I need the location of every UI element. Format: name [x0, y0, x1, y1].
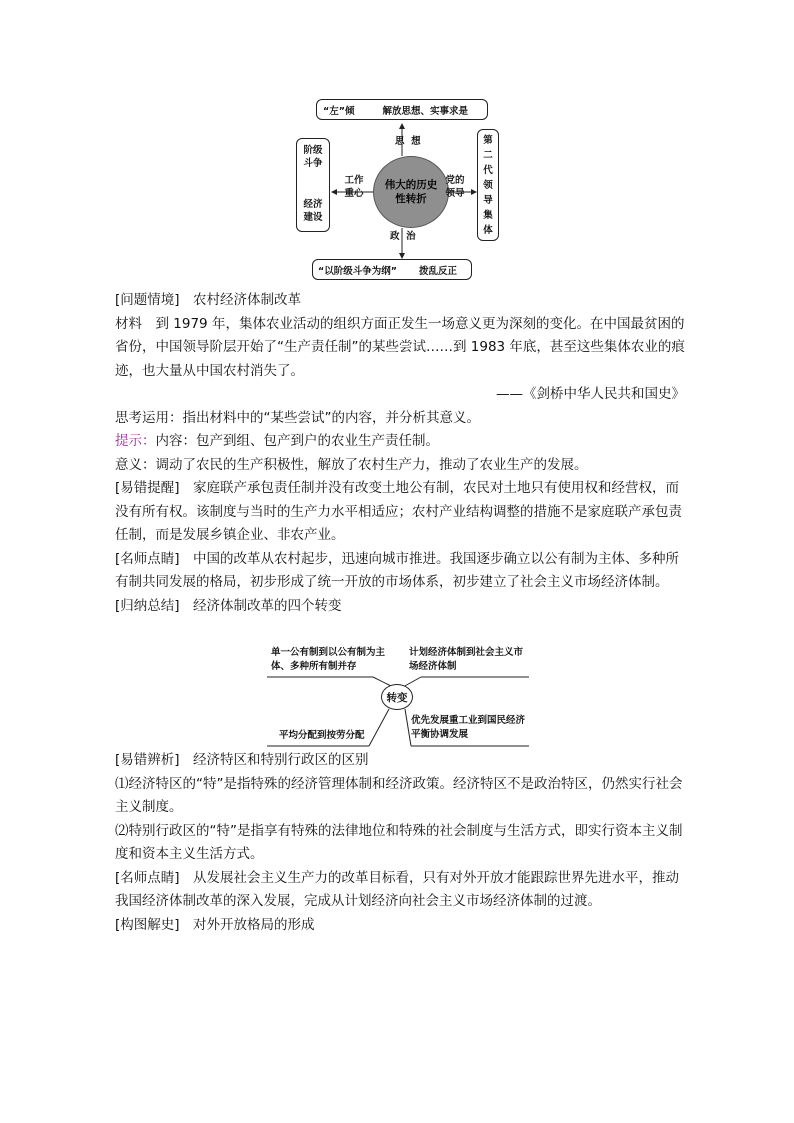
hint-text: 内容：包产到组、包产到户的农业生产责任制。 [155, 433, 439, 449]
right-box [477, 129, 499, 241]
label-work-focus: 工作重心 [344, 175, 364, 199]
label-politics: 政 治 [390, 231, 416, 242]
tag-summary: [归纳总结] [115, 597, 180, 614]
top-box-left-text: “左”倾 [323, 105, 355, 117]
summary-title: 经济体制改革的四个转变 [193, 597, 342, 614]
question-line: 思考运用：指出材料中的“某些尝试”的内容，并分析其意义。 [115, 409, 480, 426]
right-box-text: 第二代领导集体 [483, 134, 493, 236]
turning-point-diagram [290, 96, 510, 280]
composition-heading [115, 914, 685, 938]
distinction-item-1: ⑴经济特区的“特”是指特殊的经济管理体制和经济政策。经济特区不是政治特区，仍然实行社会主义制度。 [115, 775, 683, 815]
error-reminder-paragraph [115, 477, 685, 548]
rural-reform-title: 农村经济体制改革 [193, 292, 302, 308]
text-block-2 [115, 749, 685, 937]
change-ownership: 单一公有制到以公有制为主体、多种所有制并存 [271, 647, 386, 672]
teacher-note-paragraph-1 [115, 548, 685, 595]
text-block-1 [115, 289, 685, 618]
tag-teacher-note-2: [名师点睛] [115, 869, 180, 886]
teacher-note-paragraph-2 [115, 867, 685, 914]
meaning-line: 意义：调动了农民的生产积极性，解放了农村生产力，推动了农业生产的发展。 [115, 456, 588, 473]
top-box-right-text: 解放思想、实事求是 [382, 105, 469, 117]
error-reminder-text: 家庭联产承包责任制并没有改变土地公有制，农民对土地只有使用权和经营权，而没有所有权。该制度与当时的生产力水平相适应；农村产业结构调整的措施不是家庭联产承包责任制，而是发展乡镇企业、非农产业。 [115, 480, 682, 543]
bottom-box-right-text: 拨乱反正 [419, 265, 458, 277]
distinction-item-2: ⑵特别行政区的“特”是指享有特殊的法律地位和特殊的社会制度与生活方式，即实行资本主义制度和资本主义生活方式。 [115, 822, 683, 862]
left-box [296, 138, 330, 232]
section-rural-reform-heading [115, 289, 685, 313]
change-economic-system: 计划经济体制到社会主义市场经济体制 [409, 647, 524, 672]
label-party-leadership: 党的领导 [445, 175, 465, 199]
distinction-heading [115, 749, 685, 773]
composition-title: 对外开放格局的形成 [193, 916, 315, 933]
label-thought: 思 想 [395, 136, 421, 147]
teacher-note-text-2: 从发展社会主义生产力的改革目标看，只有对外开放才能跟踪世界先进水平，推动我国经济体制改革的深入发展，完成从计划经济向社会主义市场经济体制的过渡。 [115, 869, 680, 909]
center-circle [373, 156, 449, 228]
left-box-bottom-text: 经济建设 [303, 199, 323, 224]
hint-line [115, 430, 685, 454]
tag-error-analysis: [易错辨析] [115, 752, 180, 768]
hint-label: 提示： [115, 433, 156, 449]
top-box [316, 99, 488, 120]
bottom-box-left-text: “以阶级斗争为纲” [318, 265, 397, 277]
four-changes-diagram [265, 643, 531, 748]
center-change-text: 转变 [386, 691, 408, 704]
distinction-title: 经济特区和特别行政区的区别 [193, 752, 369, 768]
tag-problem-context: [问题情境] [115, 292, 180, 308]
tag-error-reminder: [易错提醒] [115, 480, 180, 496]
tag-composition: [构图解史] [115, 916, 180, 933]
summary-heading [115, 595, 685, 619]
material-paragraph: 材料 到 1979 年，集体农业活动的组织方面正发生一场意义更为深刻的变化。在中国最贫困的省份，中国领导阶层开始了“生产责任制”的某些尝试……到 1983 年底，甚至这些集体农业的痕迹，也大量从中国农村消失了。 [115, 315, 685, 379]
center-change-circle [381, 684, 413, 710]
left-box-top-text: 阶级斗争 [303, 145, 323, 169]
teacher-note-text-1: 中国的改革从农村起步，迅速向城市推进。我国逐步确立以公有制为主体、多种所有制共同发展的格局，初步形成了统一开放的市场体系，初步建立了社会主义市场经济体制。 [115, 550, 680, 590]
bottom-box [312, 259, 472, 280]
material-source: ——《剑桥中华人民共和国史》 [496, 386, 685, 402]
change-development-strategy: 优先发展重工业到国民经济平衡协调发展 [411, 715, 526, 740]
change-distribution: 平均分配到按劳分配 [279, 730, 365, 741]
center-circle-text: 伟大的历史性转折 [384, 178, 438, 205]
tag-teacher-note: [名师点睛] [115, 550, 180, 567]
